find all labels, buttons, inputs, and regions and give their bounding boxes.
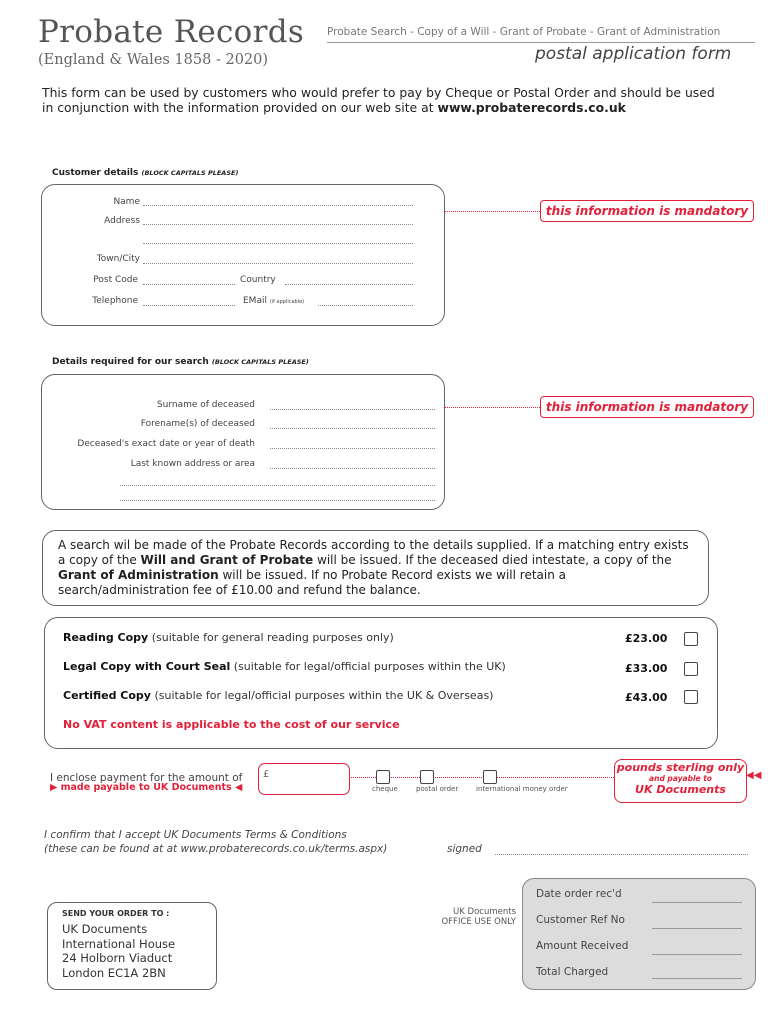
surname-label: Surname of deceased — [156, 400, 255, 410]
signature-field[interactable] — [495, 854, 748, 855]
international-money-order-checkbox[interactable] — [483, 770, 497, 784]
postcode-field[interactable] — [143, 284, 235, 285]
office-company: UK Documents — [453, 907, 516, 917]
copy-option-desc: (suitable for general reading purposes only) — [148, 631, 394, 644]
surname-field[interactable] — [270, 409, 435, 410]
form-type: postal application form — [535, 44, 732, 64]
will-grant-term: Will and Grant of Probate — [140, 553, 314, 567]
forenames-label: Forename(s) of deceased — [140, 419, 255, 429]
last-address-field-2[interactable] — [120, 485, 435, 486]
address-line: 24 Holborn Viaduct — [62, 951, 173, 965]
explanation-text — [58, 538, 698, 598]
sterling-line-2: and payable to — [649, 774, 712, 783]
payment-method-cheque: cheque — [372, 785, 398, 793]
address-line: London EC1A 2BN — [62, 965, 166, 980]
page-subtitle: (England & Wales 1858 - 2020) — [38, 52, 269, 68]
send-order-heading: SEND YOUR ORDER TO : — [62, 909, 170, 918]
email-note: (if applicable) — [269, 299, 305, 305]
explanation-part-1: A search wil be made of the Probate Records according to the details supplied. If a matching entry exists a copy of the — [58, 538, 689, 567]
office-field-date: Date order rec'd — [536, 888, 622, 900]
last-address-field-1[interactable] — [270, 468, 435, 469]
mandatory-badge-customer: this information is mandatory — [540, 200, 754, 222]
customer-details-heading — [52, 168, 238, 178]
address-line: International House — [62, 936, 176, 951]
email-field[interactable] — [318, 305, 413, 306]
name-label: Name — [113, 197, 140, 207]
vat-note: No VAT content is applicable to the cost of our service — [63, 718, 400, 731]
copy-option-reading — [63, 631, 394, 644]
country-field[interactable] — [285, 284, 413, 285]
office-field-amount: Amount Received — [536, 940, 629, 952]
office-line-amount — [652, 954, 742, 955]
customer-heading-note: (BLOCK CAPITALS PLEASE) — [141, 169, 239, 177]
copy-price-legal: £33.00 — [625, 662, 668, 675]
office-line-ref — [652, 928, 742, 929]
explanation-part-2: will be issued. If the deceased died intestate, a copy of the — [313, 553, 672, 567]
page-title: Probate Records — [38, 14, 305, 50]
sterling-line-3: UK Documents — [635, 783, 726, 796]
copy-checkbox-certified[interactable] — [684, 690, 698, 704]
death-date-label: Deceased's exact date or year of death — [77, 439, 255, 449]
intro-text — [42, 85, 722, 115]
town-label: Town/City — [96, 254, 140, 264]
signed-label: signed — [447, 843, 482, 855]
email-label — [243, 296, 304, 306]
mandatory-badge-search: this information is mandatory — [540, 396, 754, 418]
currency-symbol: £ — [263, 769, 270, 780]
copy-price-reading: £23.00 — [625, 632, 668, 645]
telephone-field[interactable] — [143, 305, 235, 306]
copy-option-name: Legal Copy with Court Seal — [63, 660, 231, 673]
copy-option-desc: (suitable for legal/official purposes within the UK) — [230, 660, 506, 673]
postcode-label: Post Code — [93, 275, 138, 285]
explanation-part-3: will be issued. If no Probate Record exists we will retain a search/administration fee of £10.00 and refund the balance. — [58, 568, 567, 597]
address-line: UK Documents — [62, 922, 148, 936]
town-field[interactable] — [143, 263, 413, 264]
copy-option-legal — [63, 660, 506, 673]
mandatory-connector-2 — [444, 407, 540, 408]
search-heading-note: (BLOCK CAPITALS PLEASE) — [211, 358, 309, 366]
copy-checkbox-reading[interactable] — [684, 632, 698, 646]
cheque-checkbox[interactable] — [376, 770, 390, 784]
postal-order-checkbox[interactable] — [420, 770, 434, 784]
last-address-field-3[interactable] — [120, 500, 435, 501]
copy-price-certified: £43.00 — [625, 691, 668, 704]
search-details-heading — [52, 357, 309, 367]
copy-option-desc: (suitable for legal/official purposes within the UK & Overseas) — [150, 689, 494, 702]
telephone-label: Telephone — [92, 296, 138, 306]
enclose-label: I enclose payment for the amount of — [50, 772, 243, 784]
copy-option-certified — [63, 689, 493, 702]
payable-note: ▶ made payable to UK Documents ◀ — [50, 782, 243, 793]
office-field-ref: Customer Ref No — [536, 914, 625, 926]
payment-method-imo: international money order — [476, 785, 568, 793]
office-field-total: Total Charged — [536, 966, 609, 978]
copy-checkbox-legal[interactable] — [684, 662, 698, 676]
customer-heading-text: Customer details — [52, 168, 139, 178]
office-use-only: OFFICE USE ONLY — [441, 917, 516, 927]
address-field-2[interactable] — [143, 243, 413, 244]
sterling-badge — [614, 759, 747, 803]
death-date-field[interactable] — [270, 448, 435, 449]
office-use-label — [410, 907, 516, 927]
header-divider — [327, 42, 755, 43]
country-label: Country — [240, 275, 276, 285]
payment-method-postal: postal order — [416, 785, 459, 793]
confirm-line-1: I confirm that I accept UK Documents Terms & Conditions — [44, 829, 347, 841]
address-field-1[interactable] — [143, 224, 413, 225]
services-line: Probate Search - Copy of a Will - Grant of Probate - Grant of Administration — [327, 26, 721, 38]
last-address-label: Last known address or area — [130, 459, 255, 469]
address-label: Address — [104, 216, 140, 226]
payment-amount-input[interactable] — [258, 763, 350, 795]
office-line-date — [652, 902, 742, 903]
copy-option-name: Certified Copy — [63, 689, 151, 702]
payable-text: made payable to UK Documents — [60, 782, 232, 793]
email-label-text: EMail — [243, 296, 267, 306]
forenames-field[interactable] — [270, 428, 435, 429]
name-field[interactable] — [143, 205, 413, 206]
administration-term: Grant of Administration — [58, 568, 219, 582]
website-link[interactable]: www.probaterecords.co.uk — [437, 100, 626, 115]
copy-option-name: Reading Copy — [63, 631, 149, 644]
mandatory-connector-1 — [444, 211, 540, 212]
office-line-total — [652, 978, 742, 979]
intro-body: This form can be used by customers who would prefer to pay by Cheque or Postal Order and should be used in conjunction with the information provided on our web site at — [42, 85, 715, 115]
confirm-line-2: (these can be found at at www.probaterecords.co.uk/terms.aspx) — [44, 843, 388, 855]
sterling-line-1: pounds sterling only — [616, 761, 745, 774]
search-heading-text: Details required for our search — [52, 357, 209, 367]
send-order-address — [62, 922, 175, 980]
sterling-arrow-icon: ◀◀ — [746, 770, 762, 781]
